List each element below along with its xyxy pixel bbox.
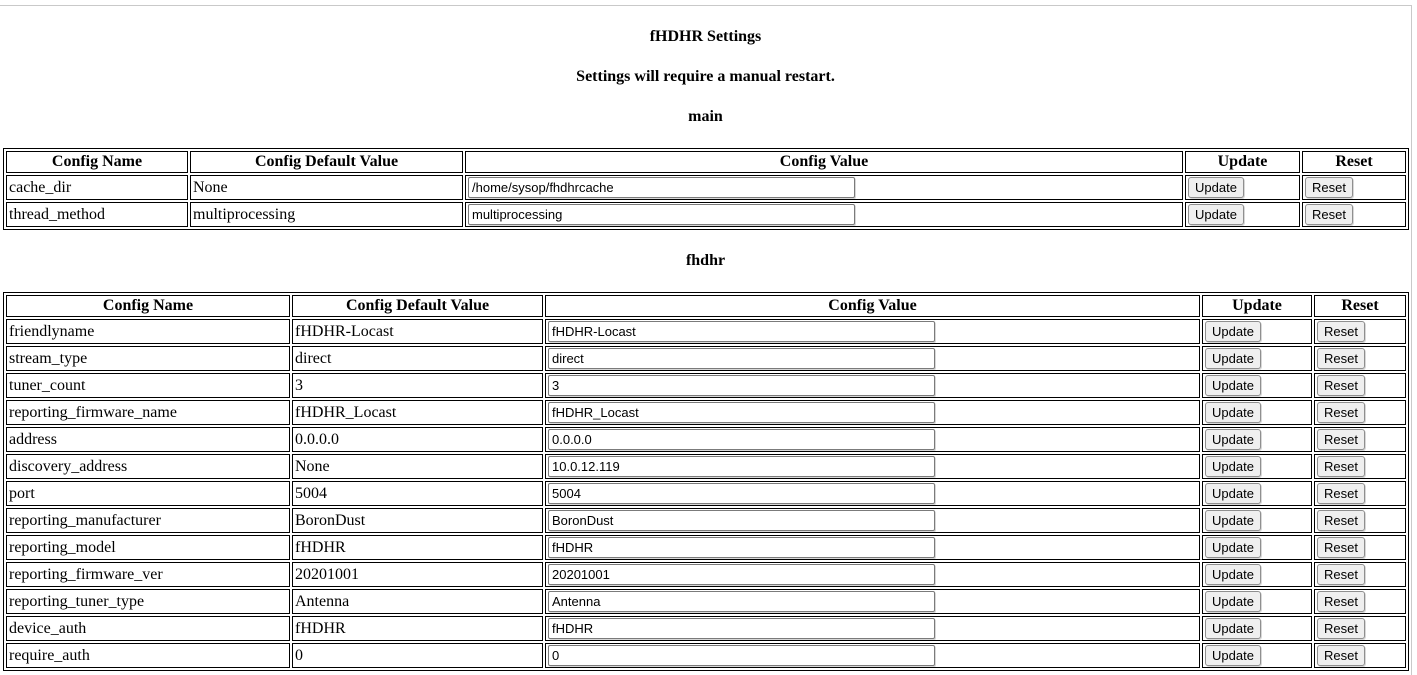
reset-button[interactable]: Reset	[1317, 645, 1365, 666]
update-button[interactable]: Update	[1205, 375, 1261, 396]
config-value-input[interactable]	[548, 375, 935, 396]
config-value-cell	[465, 175, 1183, 200]
config-default-cell: BoronDust	[292, 508, 543, 533]
config-name-cell: cache_dir	[6, 175, 188, 200]
right-border-line	[1411, 5, 1412, 675]
reset-cell	[1314, 535, 1406, 560]
reset-button[interactable]: Reset	[1317, 537, 1365, 558]
config-value-cell	[545, 535, 1200, 560]
column-header: Config Default Value	[292, 295, 543, 317]
reset-button[interactable]: Reset	[1317, 564, 1365, 585]
config-value-input[interactable]	[548, 483, 935, 504]
config-default-cell: 5004	[292, 481, 543, 506]
config-default-cell: 0.0.0.0	[292, 427, 543, 452]
update-button[interactable]: Update	[1188, 204, 1244, 225]
config-value-cell	[545, 508, 1200, 533]
reset-cell	[1314, 400, 1406, 425]
config-name-cell: friendlyname	[6, 319, 290, 344]
reset-cell	[1314, 454, 1406, 479]
config-default-cell: multiprocessing	[190, 202, 463, 227]
config-table-fhdhr	[3, 292, 1409, 671]
update-cell	[1202, 562, 1312, 587]
config-row	[6, 400, 1406, 425]
reset-button[interactable]: Reset	[1305, 204, 1353, 225]
column-header: Config Name	[6, 295, 290, 317]
column-header: Config Value	[465, 151, 1183, 173]
config-value-input[interactable]	[548, 348, 935, 369]
reset-cell	[1314, 562, 1406, 587]
config-value-input[interactable]	[548, 456, 935, 477]
reset-cell	[1314, 427, 1406, 452]
section-main	[0, 108, 1411, 230]
update-cell	[1202, 508, 1312, 533]
config-value-cell	[545, 346, 1200, 371]
config-row	[6, 319, 1406, 344]
update-button[interactable]: Update	[1205, 348, 1261, 369]
header-row	[6, 295, 1406, 317]
reset-cell	[1314, 589, 1406, 614]
config-value-cell	[465, 202, 1183, 227]
config-row	[6, 454, 1406, 479]
update-cell	[1202, 400, 1312, 425]
config-name-cell: reporting_model	[6, 535, 290, 560]
update-cell	[1202, 535, 1312, 560]
config-default-cell: 20201001	[292, 562, 543, 587]
restart-warning: Settings will require a manual restart.	[576, 68, 835, 85]
config-default-cell: direct	[292, 346, 543, 371]
column-header: Reset	[1302, 151, 1406, 173]
section-heading-main: main	[688, 108, 723, 125]
config-value-input[interactable]	[548, 429, 935, 450]
config-default-cell: 0	[292, 643, 543, 668]
config-default-cell: None	[292, 454, 543, 479]
update-button[interactable]: Update	[1205, 429, 1261, 450]
config-row	[6, 535, 1406, 560]
update-cell	[1202, 589, 1312, 614]
reset-cell	[1302, 202, 1406, 227]
update-cell	[1185, 175, 1300, 200]
config-name-cell: port	[6, 481, 290, 506]
reset-cell	[1314, 319, 1406, 344]
config-default-cell: fHDHR-Locast	[292, 319, 543, 344]
reset-button[interactable]: Reset	[1317, 591, 1365, 612]
config-value-cell	[545, 400, 1200, 425]
reset-cell	[1314, 346, 1406, 371]
update-cell	[1202, 427, 1312, 452]
config-value-input[interactable]	[468, 204, 855, 225]
update-button[interactable]: Update	[1205, 402, 1261, 423]
config-default-cell: None	[190, 175, 463, 200]
config-row	[6, 427, 1406, 452]
update-button[interactable]: Update	[1205, 618, 1261, 639]
config-row	[6, 643, 1406, 668]
settings-page	[0, 6, 1411, 671]
reset-button[interactable]: Reset	[1317, 429, 1365, 450]
config-value-input[interactable]	[548, 564, 935, 585]
config-value-input[interactable]	[548, 645, 935, 666]
config-value-input[interactable]	[548, 402, 935, 423]
config-value-cell	[545, 427, 1200, 452]
update-cell	[1202, 373, 1312, 398]
config-value-input[interactable]	[468, 177, 855, 198]
config-row	[6, 202, 1406, 227]
config-name-cell: tuner_count	[6, 373, 290, 398]
config-value-cell	[545, 373, 1200, 398]
config-value-input[interactable]	[548, 618, 935, 639]
config-default-cell: fHDHR	[292, 535, 543, 560]
reset-button[interactable]: Reset	[1317, 402, 1365, 423]
update-button[interactable]: Update	[1205, 456, 1261, 477]
config-value-cell	[545, 481, 1200, 506]
config-row	[6, 481, 1406, 506]
column-header: Config Value	[545, 295, 1200, 317]
config-row	[6, 616, 1406, 641]
reset-button[interactable]: Reset	[1317, 348, 1365, 369]
config-value-input[interactable]	[548, 510, 935, 531]
reset-cell	[1314, 616, 1406, 641]
update-cell	[1202, 616, 1312, 641]
config-name-cell: reporting_firmware_name	[6, 400, 290, 425]
config-row	[6, 346, 1406, 371]
config-value-input[interactable]	[548, 537, 935, 558]
section-fhdhr	[0, 252, 1411, 671]
reset-button[interactable]: Reset	[1317, 375, 1365, 396]
update-button[interactable]: Update	[1205, 510, 1261, 531]
config-value-cell	[545, 589, 1200, 614]
config-row	[6, 589, 1406, 614]
update-cell	[1202, 481, 1312, 506]
update-cell	[1185, 202, 1300, 227]
reset-button[interactable]: Reset	[1317, 618, 1365, 639]
update-cell	[1202, 643, 1312, 668]
config-row	[6, 508, 1406, 533]
config-name-cell: discovery_address	[6, 454, 290, 479]
config-default-cell: 3	[292, 373, 543, 398]
update-button[interactable]: Update	[1205, 564, 1261, 585]
config-value-cell	[545, 616, 1200, 641]
config-name-cell: reporting_manufacturer	[6, 508, 290, 533]
column-header: Update	[1202, 295, 1312, 317]
config-name-cell: reporting_tuner_type	[6, 589, 290, 614]
reset-cell	[1302, 175, 1406, 200]
update-cell	[1202, 346, 1312, 371]
config-table-main	[3, 148, 1409, 230]
config-name-cell: address	[6, 427, 290, 452]
update-cell	[1202, 454, 1312, 479]
update-cell	[1202, 319, 1312, 344]
config-name-cell: reporting_firmware_ver	[6, 562, 290, 587]
update-button[interactable]: Update	[1205, 645, 1261, 666]
reset-cell	[1314, 373, 1406, 398]
config-value-input[interactable]	[548, 591, 935, 612]
reset-button[interactable]: Reset	[1317, 456, 1365, 477]
update-button[interactable]: Update	[1205, 483, 1261, 504]
config-name-cell: require_auth	[6, 643, 290, 668]
reset-cell	[1314, 643, 1406, 668]
page-title: fHDHR Settings	[649, 28, 762, 45]
config-row	[6, 562, 1406, 587]
section-heading-fhdhr: fhdhr	[685, 252, 726, 269]
config-name-cell: thread_method	[6, 202, 188, 227]
config-default-cell: fHDHR	[292, 616, 543, 641]
reset-cell	[1314, 508, 1406, 533]
reset-cell	[1314, 481, 1406, 506]
column-header: Update	[1185, 151, 1300, 173]
config-value-cell	[545, 319, 1200, 344]
column-header: Config Default Value	[190, 151, 463, 173]
config-row	[6, 175, 1406, 200]
config-name-cell: device_auth	[6, 616, 290, 641]
update-button[interactable]: Update	[1205, 591, 1261, 612]
config-value-cell	[545, 454, 1200, 479]
config-name-cell: stream_type	[6, 346, 290, 371]
config-row	[6, 373, 1406, 398]
config-value-cell	[545, 562, 1200, 587]
column-header: Reset	[1314, 295, 1406, 317]
update-button[interactable]: Update	[1205, 537, 1261, 558]
reset-button[interactable]: Reset	[1317, 510, 1365, 531]
reset-button[interactable]: Reset	[1305, 177, 1353, 198]
config-default-cell: fHDHR_Locast	[292, 400, 543, 425]
config-value-input[interactable]	[548, 321, 935, 342]
reset-button[interactable]: Reset	[1317, 483, 1365, 504]
update-button[interactable]: Update	[1188, 177, 1244, 198]
update-button[interactable]: Update	[1205, 321, 1261, 342]
config-default-cell: Antenna	[292, 589, 543, 614]
column-header: Config Name	[6, 151, 188, 173]
config-value-cell	[545, 643, 1200, 668]
header-row	[6, 151, 1406, 173]
reset-button[interactable]: Reset	[1317, 321, 1365, 342]
